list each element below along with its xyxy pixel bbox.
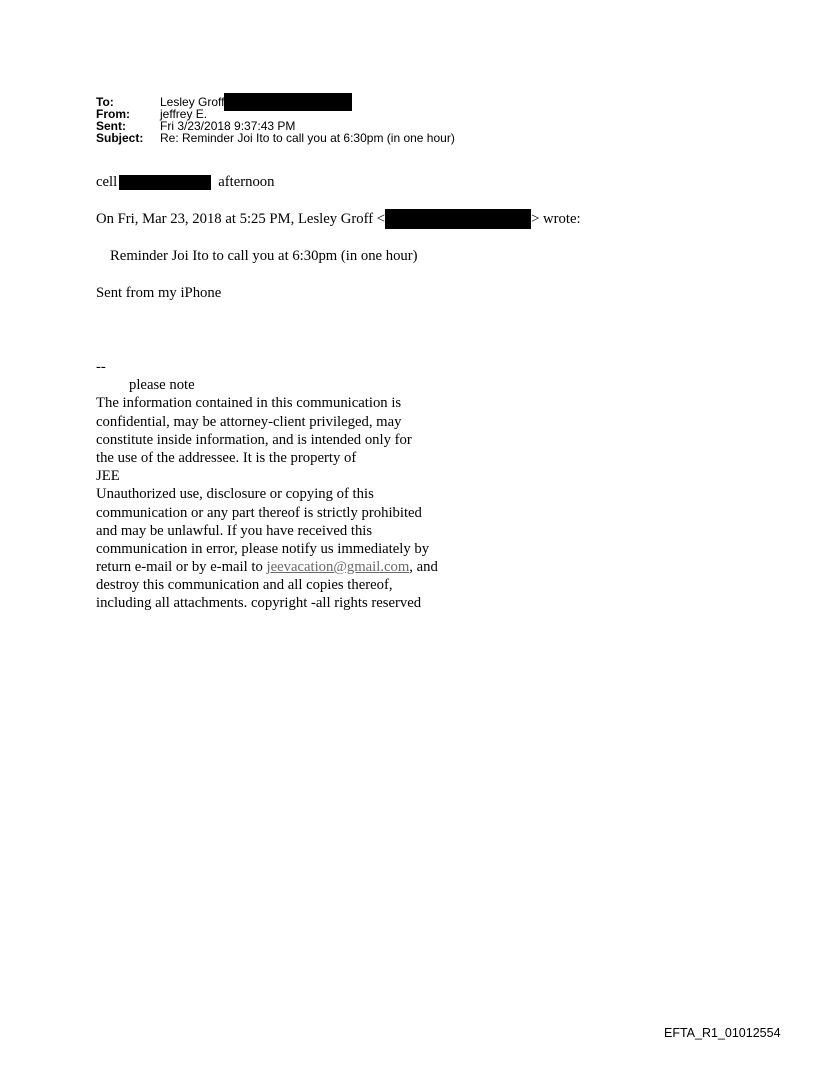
disclaimer-please-note: please note xyxy=(129,377,195,394)
disclaimer-line: including all attachments. copyright -all rights reserved xyxy=(96,595,422,612)
return-line-after: , and xyxy=(409,559,438,576)
from-label: From: xyxy=(96,107,130,121)
disclaimer-line: The information contained in this communication is xyxy=(96,395,402,412)
disclaimer-separator: -- xyxy=(96,359,106,375)
sent-label: Sent: xyxy=(96,119,126,133)
to-name: Lesley Groff xyxy=(160,95,225,109)
redaction-block-email xyxy=(385,209,531,229)
disclaimer xyxy=(96,358,438,613)
disclaimer-line: communication in error, please notify us immediately by xyxy=(96,540,430,557)
disclaimer-line: confidential, may be attorney-client privileged, may xyxy=(96,413,402,430)
quoted-message: Reminder Joi Ito to call you at 6:30pm (in one hour) xyxy=(110,248,418,264)
quote-intro-line xyxy=(96,210,581,229)
disclaimer-return-line xyxy=(96,558,438,576)
signature: Sent from my iPhone xyxy=(96,285,222,301)
cell-prefix: cell xyxy=(96,174,118,190)
redaction-block-to xyxy=(224,93,352,111)
email-link[interactable]: jeevacation@gmail.com xyxy=(266,559,410,576)
disclaimer-line: JEE xyxy=(96,468,120,485)
return-line-before: return e-mail or by e-mail to xyxy=(96,559,267,576)
quote-intro-before: On Fri, Mar 23, 2018 at 5:25 PM, Lesley Groff < xyxy=(96,211,386,227)
disclaimer-line: destroy this communication and all copies thereof, xyxy=(96,577,393,594)
disclaimer-line: constitute inside information, and is intended only for xyxy=(96,431,412,448)
sent-value: Fri 3/23/2018 9:37:43 PM xyxy=(160,119,296,133)
subject-label: Subject: xyxy=(96,131,144,145)
disclaimer-line: Unauthorized use, disclosure or copying of this xyxy=(96,486,374,503)
to-label: To: xyxy=(96,95,114,109)
document-id: EFTA_R1_01012554 xyxy=(664,1026,781,1040)
from-value: jeffrey E. xyxy=(160,107,208,121)
disclaimer-line: communication or any part thereof is strictly prohibited xyxy=(96,504,422,521)
subject-value: Re: Reminder Joi Ito to call you at 6:30pm (in one hour) xyxy=(160,131,455,145)
disclaimer-line: and may be unlawful. If you have received this xyxy=(96,522,373,539)
cell-suffix: afternoon xyxy=(218,174,275,190)
disclaimer-line: the use of the addressee. It is the property of xyxy=(96,449,357,466)
cell-line xyxy=(96,173,274,191)
redaction-block-cell xyxy=(119,175,211,190)
quote-intro-after: > wrote: xyxy=(531,211,581,227)
